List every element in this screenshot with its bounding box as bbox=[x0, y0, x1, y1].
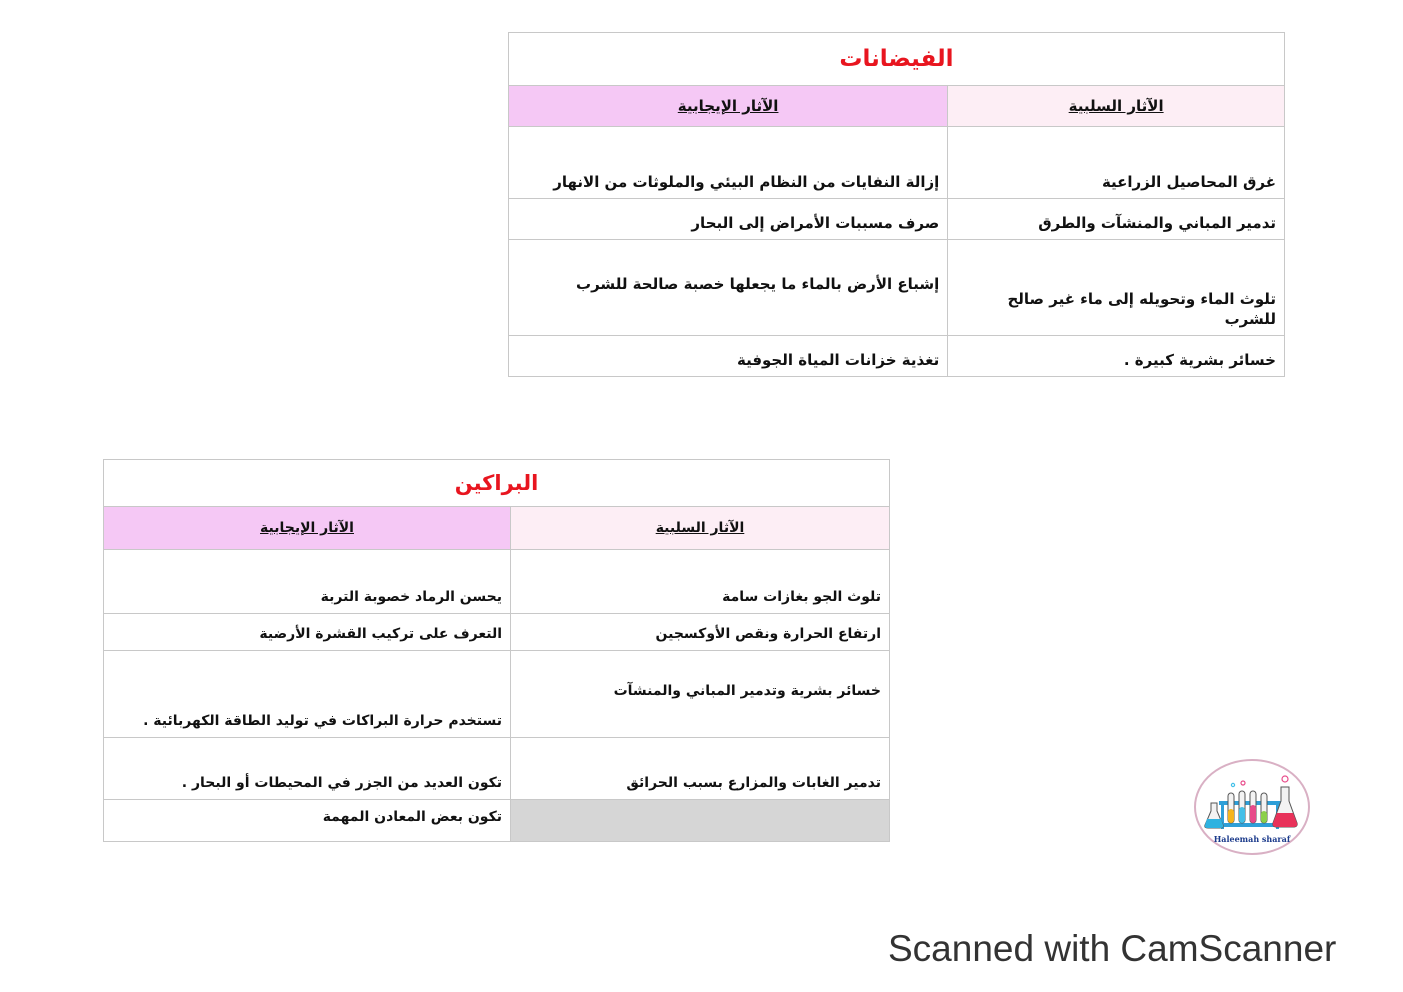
volcanoes-positive-cell: تكون العديد من الجزر في المحيطات أو البحار . bbox=[104, 738, 511, 800]
table-row bbox=[509, 127, 1285, 199]
logo-text: Haleemah sharaf bbox=[1213, 834, 1291, 844]
chemistry-lab-flasks-icon bbox=[1193, 757, 1311, 857]
floods-positive-header: الآثار الإيجابية bbox=[509, 86, 948, 127]
floods-positive-cell: صرف مسببات الأمراض إلى البحار bbox=[509, 199, 948, 240]
volcanoes-negative-cell: خسائر بشرية وتدمير المباني والمنشآت bbox=[511, 651, 890, 738]
table-row bbox=[104, 738, 890, 800]
floods-table bbox=[508, 32, 1285, 377]
floods-negative-cell: تدمير المباني والمنشآت والطرق bbox=[948, 199, 1285, 240]
floods-title: الفيضانات bbox=[509, 33, 1285, 86]
floods-negative-header: الآثار السلبية bbox=[948, 86, 1285, 127]
floods-negative-cell: تلوث الماء وتحويله إلى ماء غير صالح للشرب bbox=[948, 240, 1285, 336]
table-row bbox=[509, 336, 1285, 377]
volcanoes-positive-cell: يحسن الرماد خصوبة التربة bbox=[104, 550, 511, 614]
floods-negative-cell: غرق المحاصيل الزراعية bbox=[948, 127, 1285, 199]
table-row bbox=[509, 199, 1285, 240]
volcanoes-table bbox=[103, 459, 890, 842]
volcanoes-title: البراكين bbox=[104, 460, 890, 507]
table-row bbox=[104, 614, 890, 651]
volcanoes-positive-cell: تكون بعض المعادن المهمة bbox=[104, 800, 511, 842]
table-row bbox=[104, 651, 890, 738]
volcanoes-negative-cell: تلوث الجو بغازات سامة bbox=[511, 550, 890, 614]
volcanoes-negative-cell: تدمير الغابات والمزارع بسبب الحرائق bbox=[511, 738, 890, 800]
volcanoes-negative-cell: ارتفاع الحرارة ونقص الأوكسجين bbox=[511, 614, 890, 651]
volcanoes-positive-cell: التعرف على تركيب القشرة الأرضية bbox=[104, 614, 511, 651]
table-row bbox=[104, 550, 890, 614]
volcanoes-negative-header: الآثار السلبية bbox=[511, 507, 890, 550]
logo-stamp bbox=[1193, 757, 1311, 857]
scanner-watermark: Scanned with CamScanner bbox=[888, 928, 1337, 969]
floods-positive-cell: إشباع الأرض بالماء ما يجعلها خصبة صالحة للشرب bbox=[509, 240, 948, 336]
table-row bbox=[509, 240, 1285, 336]
volcanoes-negative-cell bbox=[511, 800, 890, 842]
table-row bbox=[104, 800, 890, 842]
floods-negative-cell: خسائر بشرية كبيرة . bbox=[948, 336, 1285, 377]
floods-positive-cell: تغذية خزانات المياة الجوفية bbox=[509, 336, 948, 377]
volcanoes-positive-header: الآثار الإيجابية bbox=[104, 507, 511, 550]
volcanoes-positive-cell: تستخدم حرارة البراكات في توليد الطاقة الكهربائية . bbox=[104, 651, 511, 738]
floods-positive-cell: إزالة النفايات من النظام البيئي والملوثات من الانهار bbox=[509, 127, 948, 199]
